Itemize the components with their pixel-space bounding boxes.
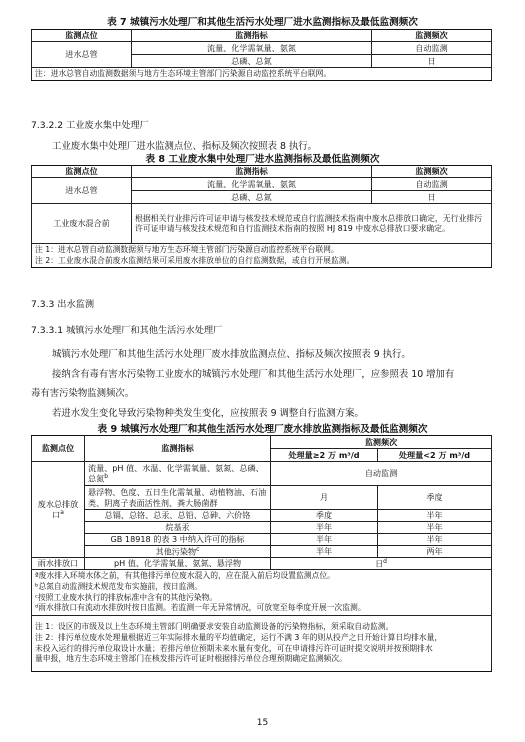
table8-indicator: 流量、化学需氧量、氨氮 [132,178,372,191]
table9-indicator: 总镉、总铬、总汞、总铅、总砷、六价铬 [85,510,271,522]
table9-point-rain: 雨水排放口 [32,558,85,570]
table9-header-point: 监测点位 [32,436,85,462]
table9-footnote: ª废水排入环境水体之前，有其他排污单位废水混入的，应在混入前后均设置监测点位。 [35,571,335,581]
table9-footnote: ᶜ按照工业废水执行的排放标准中含有的其他污染物。 [35,592,218,602]
table9-footnotes [32,570,492,616]
page-number: 15 [256,718,269,728]
table9-header-large: 处理量≥2 万 m³/d [271,449,378,462]
table9-caption: 表 9 城镇污水处理厂和其他生活污水处理厂废水排放监测指标及最低监测频次 [97,424,428,435]
section-heading-7322: 7.3.2.2 工业废水集中处理厂 [31,120,149,131]
table9-rain-freq [271,558,492,570]
table7-indicator: 总磷、总氮 [132,55,372,68]
table8-notes [32,244,492,268]
table9-point-main-label: 废水总排放口 [37,499,79,520]
table7-header-indicator: 监测指标 [132,30,372,42]
table9-note: 量申报，地方生态环境主管部门在核发排污许可证时根据排污单位合理预期确定监测频次。 [35,654,347,664]
table9-point-main-sup: a [60,509,64,517]
table9-indicator-sup: c [196,546,200,554]
table9-header-freq: 监测频次 [271,436,492,449]
table9-freq-large: 月 [271,486,378,510]
table8-header-freq: 监测频次 [372,166,492,178]
paragraph-7331-b-line1: 接纳含有毒有害水污染物工业废水的城镇污水处理厂和其他生活污水处理厂，应参照表 10 增加有 [52,369,455,380]
table8-note: 注 1：进水总管自动监测数据须与地方生态环境主管部门污染源自动监控系统平台联网。 [35,244,339,254]
table9-freq-small: 季度 [378,486,492,510]
table9-footnote: ᵇ总氮自动监测技术规范发布实施前，按日监测。 [35,581,203,591]
table9-indicator: GB 18918 的表 3 中纳入许可的指标 [85,534,271,546]
table7-freq: 自动监测 [372,42,492,55]
section-heading-7331: 7.3.3.1 城镇污水处理厂和其他生活污水处理厂 [31,325,223,336]
paragraph-7331-c: 若进水发生变化导致污染物种类发生变化，应按照表 9 调整自行监测方案。 [52,408,364,419]
table9-header-indicator: 监测指标 [85,436,271,462]
paragraph-7322: 工业废水集中处理厂进水监测点位、指标及频次按照表 8 执行。 [52,141,318,152]
table8-premix-text: 根据相关行业排污许可证申请与核发技术规范或自行监测技术指南中废水总排放口确定，无行业排污许可证申请与核发技术规范和自行监测技术指南的按照 HJ 819 中废水总排放口要求确定。 [132,204,492,244]
table8-freq: 日 [372,191,492,204]
table7 [31,29,492,81]
table9-indicator-text: 其他污染物 [155,546,197,557]
paragraph-7331-a: 城镇污水处理厂和其他生活污水处理厂废水排放监测点位、指标及频次按照表 9 执行。 [52,349,411,360]
paragraph-7331-b-line2: 毒有害污染物监测频次。 [31,388,135,399]
table9-freq-small: 半年 [378,522,492,534]
table8-indicator: 总磷、总氮 [132,191,372,204]
table8-header-point: 监测点位 [32,166,132,178]
table8-note: 注 2：工业废水混合前废水监测结果可采用废水排放单位的自行监测数据，或自行开展监测。 [35,255,355,265]
table7-indicator: 流量、化学需氧量、氨氮 [132,42,372,55]
table8-header-indicator: 监测指标 [132,166,372,178]
table9-freq-small: 半年 [378,510,492,522]
table7-header-freq: 监测频次 [372,30,492,42]
table9-freq-large: 半年 [271,546,378,558]
table7-header-point: 监测点位 [32,30,132,42]
table9-rain-indicator: pH 值、化学需氧量、氨氮、悬浮物 [85,558,271,570]
table9-rain-freq-text: 日 [375,558,384,569]
table9-point-main [32,462,85,558]
table9-note: 注 2：排污单位废水处理量根据近三年实际排水量的平均值确定，运行不满 3 年的则从投产之日开始计算日均排水量， [35,632,443,642]
table9-note: 注 1：设区的市级及以上生态环境主管部门明确要求安装自动监测设备的污染物指标，须采取自动监测。 [35,622,394,632]
table7-point: 进水总管 [32,42,132,68]
table7-caption: 表 7 城镇污水处理厂和其他生活污水处理厂进水监测指标及最低监测频次 [107,17,418,28]
table8 [31,165,492,268]
table9-footnote: ᵈ雨水排放口有流动水排放时按日监测。若监测一年无异常情况，可放宽至每季度开展一次监测。 [35,603,366,613]
table9-indicator: 悬浮物、色度、五日生化需氧量、动植物油、石油类、阴离子表面活性剂、粪大肠菌群 [85,486,271,510]
table9 [31,435,492,672]
table9-freq-large: 半年 [271,534,378,546]
table9-header-small: 处理量<2 万 m³/d [378,449,492,462]
table7-freq: 日 [372,55,492,68]
table8-caption: 表 8 工业废水集中处理厂进水监测指标及最低监测频次 [145,154,380,165]
table9-indicator: 烷基汞 [85,522,271,534]
table9-indicator [85,546,271,558]
table9-notes [32,616,492,672]
table9-indicator [85,462,271,486]
table9-freq-large: 半年 [271,522,378,534]
table9-note: 未投入运行的排污单位取设计水量；若排污单位预期未来水量有变化，可在申请排污许可证时提交说明并按预期排水 [35,643,433,653]
table9-freq-small: 半年 [378,534,492,546]
section-heading-733: 7.3.3 出水监测 [31,299,95,310]
table9-freq-auto: 自动监测 [271,462,492,486]
table8-freq: 自动监测 [372,178,492,191]
table8-point-inlet: 进水总管 [32,178,132,204]
table9-indicator-sup: b [104,473,109,481]
table8-point-premix: 工业废水混合前 [32,204,132,244]
table7-note: 注：进水总管自动监测数据须与地方生态环境主管部门污染源自动监控系统平台联网。 [32,68,492,81]
table9-rain-freq-sup: d [383,558,387,566]
table9-freq-large: 季度 [271,510,378,522]
table9-indicator-text: 流量、pH 值、水温、化学需氧量、氨氮、总磷、总氮 [88,463,264,484]
table9-freq-small: 两年 [378,546,492,558]
